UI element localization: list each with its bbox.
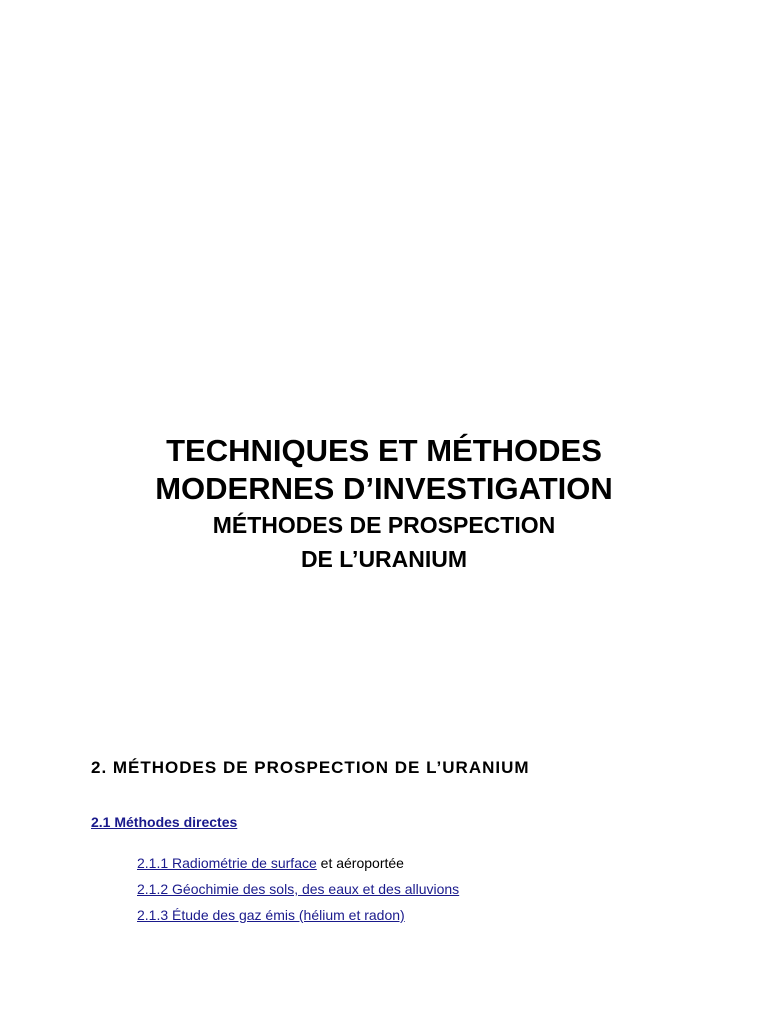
subtitle-line-2: DE L’URANIUM <box>300 546 468 572</box>
toc-item-tail: et aéroportée <box>316 855 404 871</box>
subsection-link-direct-methods[interactable]: 2.1 Méthodes directes <box>91 814 238 830</box>
toc-item <box>137 850 459 876</box>
document-title-block <box>0 432 768 576</box>
subtitle-line-1: MÉTHODES DE PROSPECTION <box>212 512 556 538</box>
section-heading: 2. MÉTHODES DE PROSPECTION DE L’URANIUM <box>91 758 530 777</box>
toc-link-gas-study[interactable]: 2.1.3 Étude des gaz émis (hélium et radon) <box>137 907 405 923</box>
table-of-contents <box>137 850 459 928</box>
toc-item <box>137 876 459 902</box>
main-title-line-1: TECHNIQUES ET MÉTHODES <box>166 433 602 468</box>
main-title-line-2: MODERNES D’INVESTIGATION <box>155 471 613 506</box>
toc-link-geochemistry[interactable]: 2.1.2 Géochimie des sols, des eaux et des alluvions <box>137 881 460 897</box>
toc-link-radiometry[interactable]: 2.1.1 Radiométrie de surface <box>137 855 317 871</box>
toc-item <box>137 902 459 928</box>
